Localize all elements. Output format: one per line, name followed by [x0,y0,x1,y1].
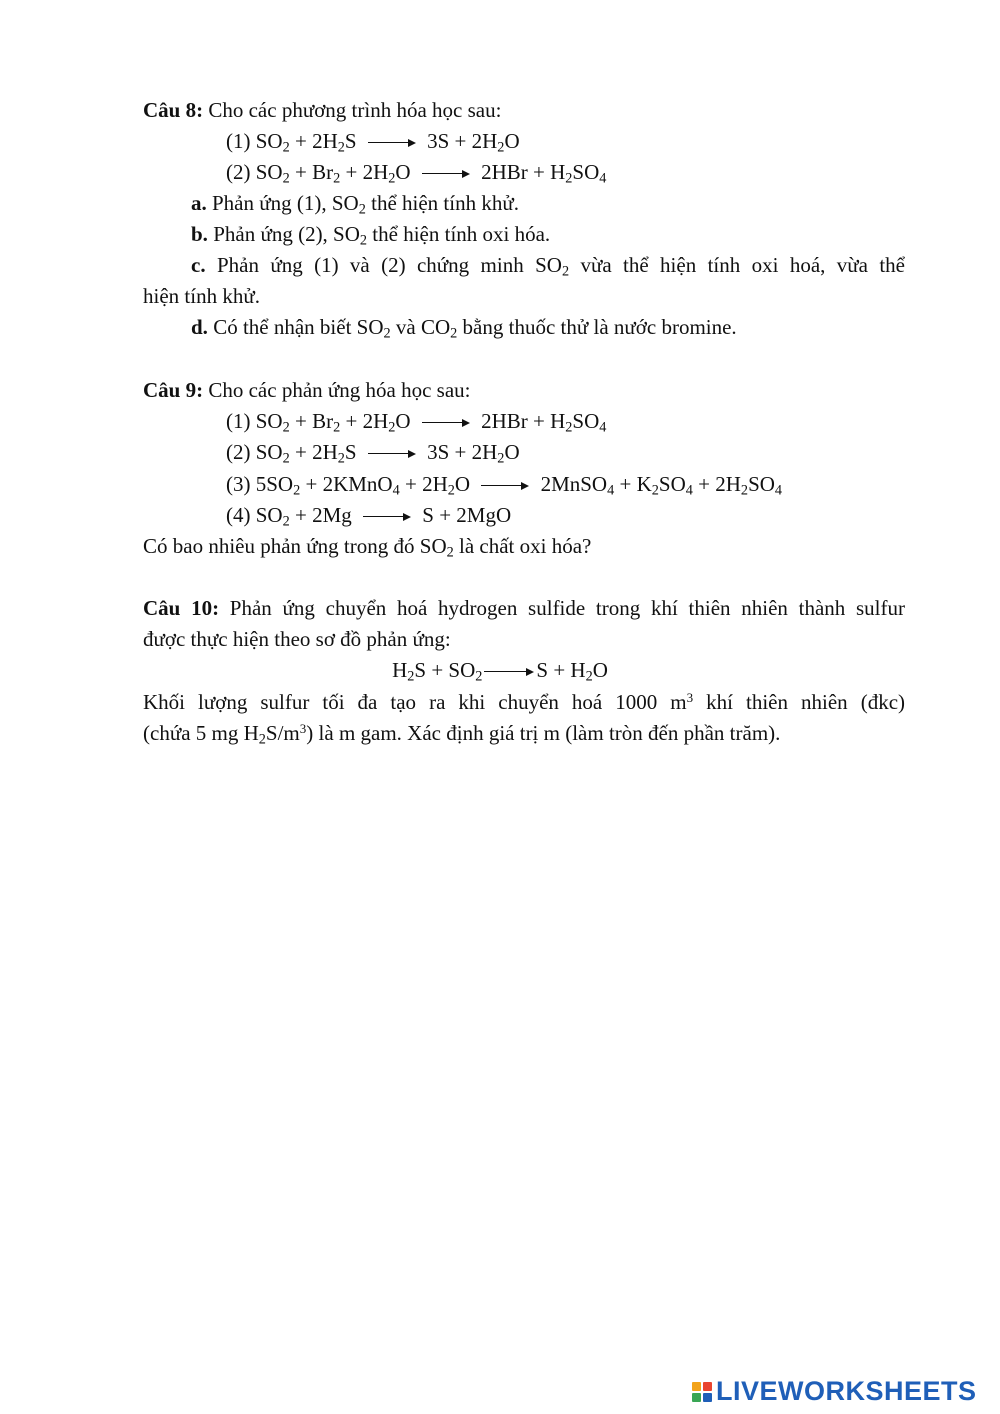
liveworksheets-logo-icon [692,1382,712,1402]
q10-line-3: Khối lượng sulfur tối đa tạo ra khi chuyển hoá 1000 $m^3$ khí thiên nhiên (đkc) [143,689,906,714]
q9-equation-4: (4) $SO_2 + 2Mg$ S + 2MgO [226,503,512,530]
liveworksheets-logo [692,1376,977,1407]
q8-eq2-products: $2HBr + H_2SO_4$ [481,160,607,187]
reaction-arrow-icon [481,481,529,491]
q8-label: Câu 8: [143,98,204,122]
q8-option-c-continued: hiện tính khử. [143,284,260,308]
q8-eq2-reactants: $SO_2 + Br_2 + 2H_2O$ [255,160,411,187]
q10-line-4: (chứa 5 mg $H_2S/m^3$) là m gam. Xác định giá trị m (làm tròn đến phần trăm). [143,720,781,748]
q8-option-c: c. Phản ứng (1) và (2) chứng minh $SO_2$ vừa thể hiện tính oxi hoá, vừa thể [191,253,905,280]
q9-label: Câu 9: [143,378,204,402]
q10-label: Câu 10: [143,596,220,620]
q8-eq1-products: $3S + 2H_2O$ [427,129,520,156]
q8-equation-2: (2) $SO_2 + Br_2 + 2H_2O$ $2HBr + H_2SO_4$ [226,160,607,187]
q9-intro: Cho các phản ứng hóa học sau: [208,378,471,402]
q9-heading [143,378,471,402]
liveworksheets-wordmark: LIVEWORKSHEETS [716,1376,977,1406]
q8-intro: Cho các phương trình hóa học sau: [208,98,502,122]
q8-equation-1: (1) $SO_2 + 2H_2S$ $3S + 2H_2O$ [226,129,520,156]
q8-option-b: b. Phản ứng (2), $SO_2$ thể hiện tính oxi hóa. [191,222,551,249]
q8-eq1-reactants: $SO_2 + 2H_2S$ [255,129,357,156]
q10-reaction-scheme: $H_2S + SO_2$ $S + H_2O$ [392,658,608,685]
q9-equation-2: (2) $SO_2 + 2H_2S$ $3S + 2H_2O$ [226,440,520,467]
reaction-arrow-icon [368,138,416,148]
reaction-arrow-icon [368,449,416,459]
reaction-arrow-icon [484,667,534,677]
q10-line-2: được thực hiện theo sơ đồ phản ứng: [143,627,451,651]
q8-heading [143,98,501,122]
q9-equation-3: (3) $5SO_2$ + 2KMnO$_4$ + $2H_2O$ 2MnSO$_4$ + $K_2SO_4 + 2H_2SO_4$ [226,472,783,499]
q9-equation-1: (1) $SO_2 + Br_2 + 2H_2O$ $2HBr + H_2SO_4$ [226,409,607,436]
q8-option-d: d. Có thể nhận biết $SO_2$ và $CO_2$ bằng thuốc thử là nước bromine. [191,315,737,342]
q9-question: Có bao nhiêu phản ứng trong đó $SO_2$ là chất oxi hóa? [143,534,592,561]
q10-line-1: Câu 10: Phản ứng chuyển hoá hydrogen sulfide trong khí thiên nhiên thành sulfur [143,596,905,620]
reaction-arrow-icon [363,512,411,522]
reaction-arrow-icon [422,418,470,428]
q8-option-a: a. Phản ứng (1), $SO_2$ thể hiện tính khử. [191,191,519,218]
reaction-arrow-icon [422,169,470,179]
